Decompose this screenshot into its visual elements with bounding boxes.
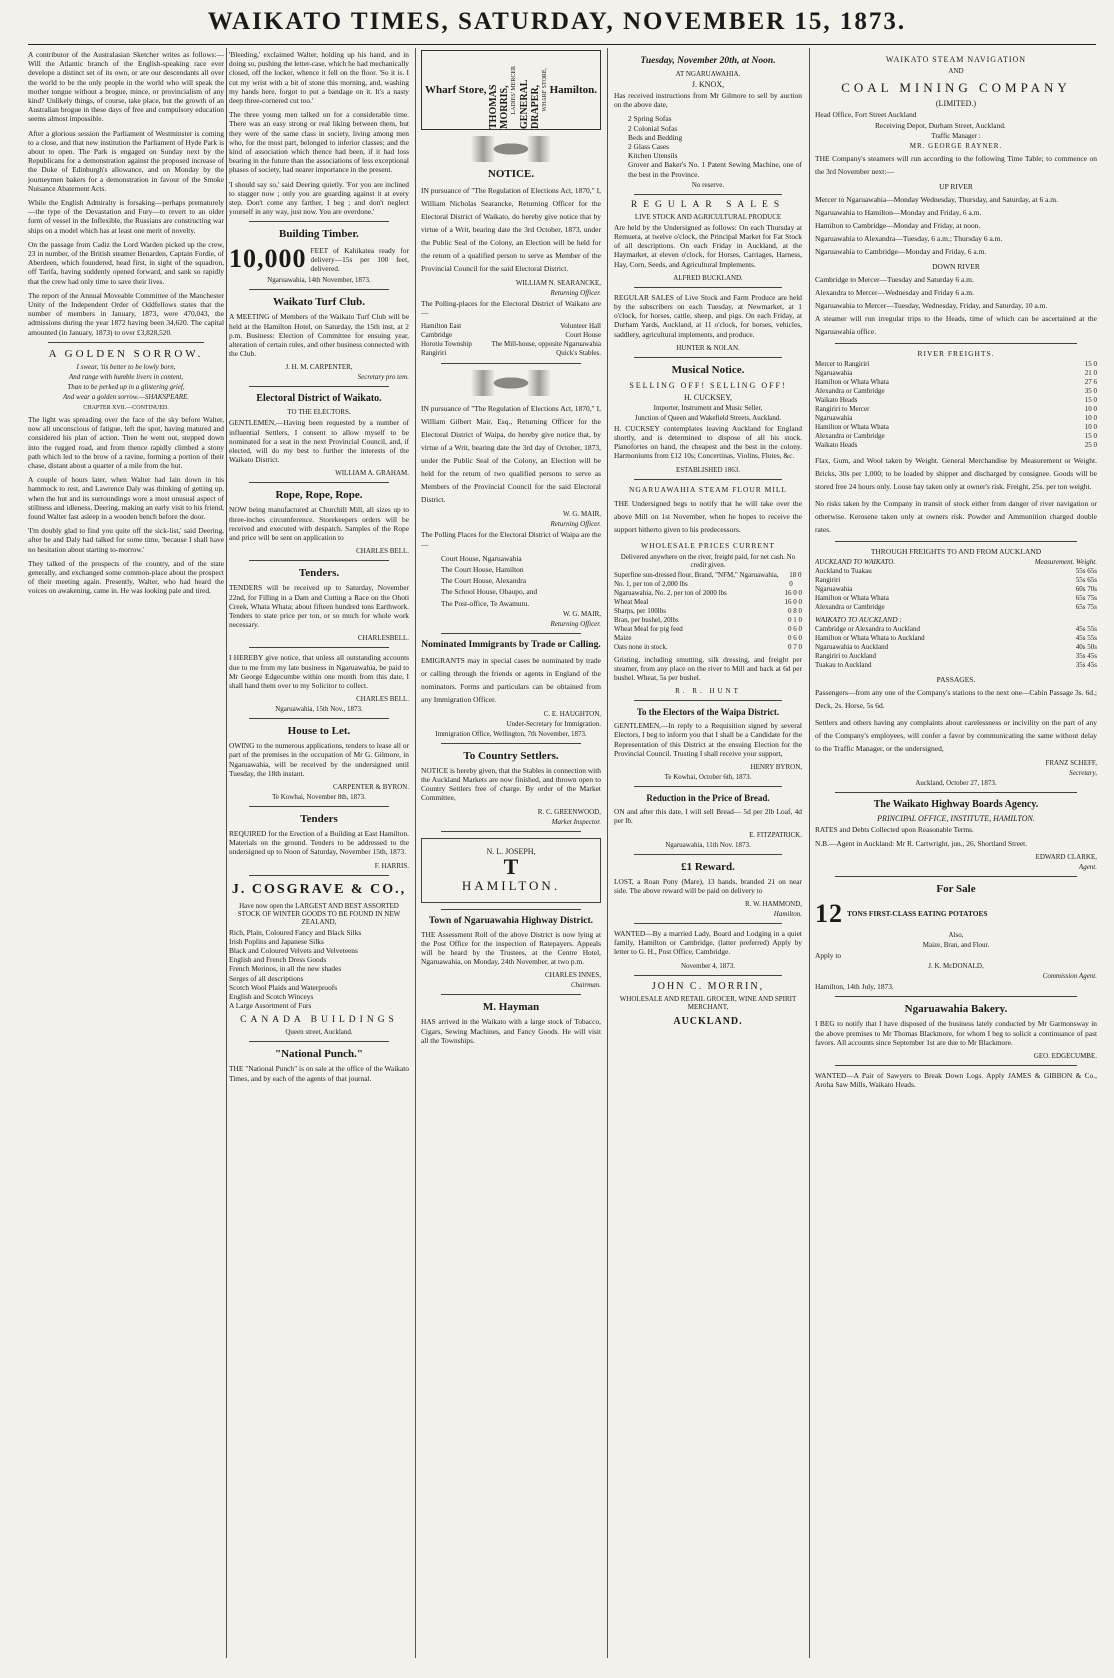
ad-signature: W. G. MAIR,	[562, 609, 601, 618]
ad-place: Junction of Queen and Wakefield Streets, Auckland.	[634, 413, 782, 422]
table-row: Wheat Meal for pig feed 0 6 0	[614, 624, 802, 633]
list-item: Beds and Bedding	[628, 132, 683, 142]
table-header: WAIKATO TO AUCKLAND :	[815, 615, 902, 625]
table-row: Horotiu Township The Mill-house, opposite Ngaruawahia	[421, 340, 601, 349]
list-item: 2 Colonial Sofas	[628, 123, 678, 133]
ad-text: GENTLEMEN,—Having been requested by a number of influential Settlers, I consent to allow myself to be nominated for a seat in the next Provincial Council, and, if elected, will do my best to further the interests of the Waikato District.	[229, 418, 409, 465]
ad-text: Maize, Bran, and Flour.	[922, 941, 990, 950]
list-item: The Court House, Alexandra	[441, 576, 526, 586]
ad-signature: Returning Officer.	[550, 520, 601, 529]
ad-title: Tenders.	[298, 567, 340, 580]
logo-text: HAMILTON.	[461, 877, 561, 893]
ad-signature: C. E. HAUGHTON,	[543, 709, 601, 718]
article-text: After a glorious session the Parliament of Westminster is coming to a close, and that new institution the Parliament of Hyde Park is about to open. The Park is engaged on Sunday next by the Republicans for a demonstration against the proposed increase of the Duke of Edinburgh's allowance, and on Monday by the journeymen bakers for a demonstration in favour of the Smoke Nuisance Abatement Acts.	[28, 128, 224, 193]
table-row: Wheat Meal 16 0 0	[614, 597, 802, 606]
column-5	[815, 50, 1097, 1658]
list-item: 2 Spring Sofas	[628, 114, 672, 124]
ad-subtitle: WHOLESALE PRICES CURRENT	[640, 540, 775, 550]
poem-line: And range with humble livers in content,	[68, 372, 184, 381]
ad-title: Musical Notice.	[671, 363, 745, 376]
ad-signature: J. KNOX,	[691, 80, 725, 89]
timetable-row: Ngaruawahia to Alexandra—Tuesday, 6 a.m.; Thursday 6 a.m.	[815, 234, 1003, 244]
ad-title: To the Electors of the Waipa District.	[636, 707, 780, 718]
ad-subtitle: SELLING OFF! SELLING OFF!	[629, 380, 787, 390]
ad-text: GENTLEMEN,—In reply to a Requisition signed by several Electors, I beg to inform you that I shall be a Candidate for the Representation of this District at the ensuing Election for the Provincial Council. Trusting I shall receive your support,	[614, 721, 802, 758]
article-text: A contributor of the Australasian Sketcher writes as follows:—Will the Atlantic branch of the English-speaking race ever develope a distinct set of its own, or are our descendants all over the world to be the only people in the world who will speak the mother tongue without a brogue, mince, or provincialism of any kind? Unlikely things, of course, take place, but the growth of an Australian brogue in these days of free and compulsory education seems almost impossible.	[28, 50, 224, 124]
ad-text: Also,	[948, 931, 964, 940]
column-divider	[809, 48, 810, 1658]
ad-signature: R. C. GREENWOOD,	[537, 807, 601, 816]
divider	[835, 1065, 1077, 1066]
table-row: Hamilton or Whata Whata 27 6	[815, 378, 1097, 387]
divider	[249, 386, 389, 387]
ad-text: IN pursuance of "The Regulation of Elections Act, 1870," I, William Nicholas Searancke, Returning Officer for the Electoral District of Waikato, do hereby give notice that by virtue of a Writ, bearing date the 3rd October, 1873, under the Public Seal of the Colony, an Election will be held for the return of a qualified person to serve as Member of the Provincial Council for the said Electoral District.	[421, 186, 601, 273]
ad-signature: Hamilton.	[773, 909, 802, 918]
poem-line: I swear, 'tis better to be lowly born,	[76, 362, 176, 371]
table-row: Waikato Heads 15 0	[815, 396, 1097, 405]
list-item: The Post-office, Te Awamutu.	[441, 598, 530, 608]
ad-title: The Waikato Highway Boards Agency.	[873, 798, 1039, 810]
list-item: Court House, Ngaruawahia	[441, 553, 522, 563]
table-row: Cambridge Court House	[421, 331, 601, 340]
divider	[249, 806, 389, 807]
divider	[249, 560, 389, 561]
table-row: Ngaruawahia 10 0	[815, 414, 1097, 423]
ad-signature: J. K. McDONALD,	[928, 962, 984, 971]
table-row: Bran, per bushel, 20lbs 0 1 0	[614, 615, 802, 624]
ad-title: Town of Ngaruawahia Highway District.	[428, 915, 594, 926]
list-item: 2 Glass Cases	[628, 142, 670, 152]
ad-signature: CARPENTER & BYRON.	[332, 782, 409, 791]
ad-text: THE Company's steamers will run according to the following Time Table; to commence on the 3rd November next:—	[815, 154, 1097, 177]
list-item: Black and Coloured Velvets and Velveteens	[229, 945, 358, 955]
divider	[634, 357, 782, 358]
ad-title: NOTICE.	[487, 168, 535, 180]
cosgrave-items	[229, 928, 409, 1011]
story-text: 'I should say so,' said Deering quietly. 'For you are inclined to stagger now ; only you are guarding against it at every step. Don't come any farther, I beg ; and don't neglect yourself in any way, just now. You are overdone.'	[229, 179, 409, 217]
ad-signature: FRANZ SCHEFF,	[1045, 758, 1097, 767]
table-row: Oats none in stock. 0 7 0	[614, 642, 802, 651]
divider	[441, 743, 581, 744]
ad-title: JOHN C. MORRIN,	[651, 980, 765, 992]
table-row: Rangiriri 55s 65s	[815, 576, 1097, 585]
section-title: THROUGH FREIGHTS TO AND FROM AUCKLAND	[870, 547, 1042, 557]
table-row: Alexandra or Cambridge 35 0	[815, 387, 1097, 396]
ad-text: FEET of Kahikatea ready for delivery—15s per 100 feet, delivered.	[310, 245, 409, 274]
ad-signature: MR. GEORGE RAYNER.	[909, 142, 1003, 151]
divider	[634, 479, 782, 480]
ad-text: WANTED—By a married Lady, Board and Lodging in a quiet family, Hamilton or Cambridge, (latter preferred) Apply by letter to G. H., Post Office, Cambridge.	[614, 928, 802, 957]
divider	[48, 342, 204, 343]
ad-date: Hamilton, 14th July, 1873.	[815, 982, 894, 992]
ad-date: Te Kowhai, November 8th, 1873.	[272, 792, 366, 801]
logo-text: LADIES' MERCER	[511, 65, 518, 115]
ad-text: REQUIRED for the Erection of a Building at East Hamilton. Materials on the ground. Tenders to be addressed to the undersigned up to Noon of Saturday, November 15th, 1873.	[229, 828, 409, 857]
divider	[249, 221, 389, 222]
ad-text: Passengers—from any one of the Company's stations to the next one—Cabin Passage 3s. 6d.; Deck, 2s. Horse, 5s 6d.	[815, 687, 1097, 710]
company-title: WAIKATO STEAM NAVIGATION	[885, 55, 1027, 64]
ad-title: Ngaruawahia Bakery.	[904, 1003, 1008, 1016]
ad-signature: Secretary pro tem.	[357, 373, 409, 382]
ad-signature: ALFRED BUCKLAND.	[673, 273, 743, 282]
ad-signature: Chairman.	[570, 981, 601, 990]
royal-arms-emblem	[471, 136, 551, 162]
ad-signature: Returning Officer.	[550, 289, 601, 297]
company-title: AND	[948, 67, 964, 75]
ad-date: Ngaruawahia, 14th November, 1873.	[267, 276, 371, 285]
table-row: Ngaruawahia to Auckland 40s 50s	[815, 642, 1097, 651]
ad-text: The Polling-places for the Electoral District of Waikato are—	[421, 299, 601, 318]
table-row: Ngaruawahia, No. 2, per ton of 2000 lbs 16 0 0	[614, 588, 802, 597]
joseph-logo	[421, 838, 601, 903]
table-header: AUCKLAND TO WAIKATO. Measurement. Weight.	[815, 558, 1097, 567]
ad-text: A MEETING of Members of the Waikato Turf Club will be held at the Hamilton Hotel, on Saturday, the 15th inst, at 2 p.m. Business: Election of Committee for ensuing year, alteration of certain rules, and other business connected with the Club.	[229, 312, 409, 359]
column-2	[229, 50, 409, 1658]
column-divider	[607, 48, 608, 1658]
ad-subtitle: AT NGARUAWAHIA.	[675, 70, 741, 78]
ad-date: Auckland, October 27, 1873.	[915, 778, 997, 787]
timetable-row: Alexandra to Mercer—Wednesday and Friday 6 a.m.	[815, 288, 974, 298]
divider	[835, 792, 1077, 793]
divider	[249, 875, 389, 876]
ad-title: To Country Settlers.	[463, 749, 559, 762]
story-text: 'I'm doubly glad to find you quite off the sick-list,' said Deering, after he and Daly had talked for some time, 'because I shall have no hesitation about starting to-morrow.'	[28, 526, 224, 554]
ad-signature: R. W. HAMMOND,	[745, 899, 802, 908]
ad-subtitle: Importer, Instrument and Music Seller,	[653, 403, 763, 412]
ad-signature: WILLIAM N. SEARANCKE,	[515, 279, 601, 287]
timetable-row: Ngaruawahia to Cambridge—Monday and Friday, 6 a.m.	[815, 247, 987, 257]
logo-text: WHARF STORE,	[542, 68, 549, 112]
logo-text: Hamilton.	[549, 84, 597, 96]
ad-text: WANTED—A Pair of Sawyers to Break Down Logs. Apply JAMES & GIBBON & Co., Aroha Saw Mills, Waikato Heads.	[815, 1071, 1097, 1090]
ad-text: Receiving Depot, Durham Street, Auckland.	[875, 121, 1006, 131]
ad-note: ESTABLISHED 1863.	[676, 465, 740, 474]
divider	[441, 994, 581, 995]
ad-title: J. COSGRAVE & CO.,	[231, 881, 407, 897]
logo-text: N. L. JOSEPH,	[486, 846, 536, 856]
ad-title: Tuesday, November 20th, at Noon.	[640, 56, 776, 66]
divider	[249, 718, 389, 719]
ad-place: Immigration Office, Wellington, 7th November, 1873.	[435, 729, 587, 738]
divider	[249, 1041, 389, 1042]
ad-text: I HEREBY give notice, that unless all outstanding accounts due to me from my late business in Ngaruawahia, be paid to Mr George Edgecumbe within one month from this date, I shall hand them over to my Solicitor to collect.	[229, 653, 409, 690]
ad-text: I BEG to notify that I have disposed of the business lately conducted by Mr Garmonsway in the above premises to Mr Thomas Blackmore, for whom I beg to solicit a continuance of past favors. All accounts since September 1st are due to Mr Blackmore.	[815, 1019, 1097, 1047]
logo-text: GENERAL DRAPER,	[518, 80, 541, 129]
column-1	[28, 50, 224, 1658]
ad-note: No reserve.	[691, 180, 725, 189]
ad-signature: GEO. EDGECUMBE.	[1033, 1052, 1097, 1061]
table-row: Auckland to Tuakau 55s 65s	[815, 567, 1097, 576]
timetable-row: Cambridge to Mercer—Tuesday and Saturday 6 a.m.	[815, 275, 974, 285]
ad-title: REGULAR SALES	[630, 199, 786, 210]
ad-date: November 4, 1873.	[680, 961, 736, 970]
ad-signature: J. H. M. CARPENTER,	[285, 363, 353, 372]
divider	[441, 909, 581, 910]
ad-title: Electoral District of Waikato.	[256, 393, 382, 405]
ad-text: NOTICE is hereby given, that the Stables in connection with the Auckland Markets are now finished, and thrown open to Country Settlers free of charge. By order of the Market Committee,	[421, 765, 601, 803]
logo-letter-t: T	[503, 853, 519, 879]
ad-title: Rope, Rope, Rope.	[275, 489, 363, 502]
ad-text: A steamer will run irregular trips to the Heads, time of which can be ascertained at the Ngaruawahia office.	[815, 314, 1097, 337]
ad-text: No risks taken by the Company in transit of stock either from danger of river navigation or otherwise. Kerosene taken only at owners risk. Powder and Ammunition charged double rates.	[815, 499, 1097, 535]
table-row: Alexandra or Cambridge 15 0	[815, 432, 1097, 441]
divider	[835, 996, 1077, 997]
ad-signature: R. R. HUNT	[675, 687, 741, 696]
table-row: Ngaruawahia 21 0	[815, 369, 1097, 378]
ad-text: REGULAR SALES of Live Stock and Farm Produce are held by the subscribers on each Tuesday, at Newmarket, at 1 o'clock, for horses, cattle, sheep, and pigs. On each Friday, at Durham Yards, Auckland, at 11 o'clock, for horses, vehicles, saddlery, agricultural implements, and produce.	[614, 292, 802, 339]
list-item: Scotch Wool Plaids and Waterproofs	[229, 982, 338, 992]
table-row: Superfine sun-dressed flour, Brand, "NFM," Ngaruawahia, No. 1, per ton of 2,000 lbs 18 0 0	[614, 570, 802, 588]
timetable-row: Ngaruawahia to Hamilton—Monday and Friday, 6 a.m.	[815, 208, 982, 218]
divider	[249, 289, 389, 290]
timetable-row: Hamilton to Cambridge—Monday and Friday, at noon.	[815, 221, 981, 231]
ad-text: N.B.—Agent in Auckland: Mr R. Cartwright, jun., 26, Shortland Street.	[815, 838, 1028, 848]
divider	[634, 287, 782, 288]
ad-text: ON and after this date, I will sell Bread— 5d per 2lb Loaf, 4d per lb.	[614, 807, 802, 826]
ad-subtitle: Have now open the LARGEST AND BEST ASSORTED STOCK OF WINTER GOODS TO BE FOUND IN NEW ZEALAND,	[237, 901, 401, 926]
section-title: RIVER FREIGHTS.	[917, 349, 995, 359]
ad-text: H. CUCKSEY contemplates leaving Auckland for England shortly, and is determined to dispose of all his stock. Pianofortes on hand, the cheapest and the best in the colony. Harmoniums from £12 10s; Concertinas, Violins, Flutes, &c.	[614, 423, 802, 461]
ad-signature: CHARLES BELL.	[356, 547, 409, 556]
column-4	[614, 50, 802, 1658]
section-title: UP RIVER	[939, 182, 973, 192]
ad-text: The Polling Places for the Electoral District of Waipa are the—	[421, 530, 601, 549]
article-text: The report of the Annual Moveable Committee of the Manchester Unity of the Independent Order of Oddfellows states that the number of members in January, 1873, were 470,043, the admissions during the year 1872 having been 34,620. The capital amounted (in January, 1873) to over £3,828,520.	[28, 290, 224, 337]
poem-line: And wear a golden sorrow.—SHAKSPEARE.	[63, 392, 189, 401]
masthead-rule	[28, 44, 1096, 45]
divider	[835, 541, 1077, 542]
ad-date: Te Kowhai, October 6th, 1873.	[664, 773, 752, 782]
list-item: Rich, Plain, Coloured Fancy and Black Silks	[229, 927, 362, 937]
column-3	[421, 50, 601, 1658]
ad-title: Tenders	[300, 812, 338, 825]
ad-subtitle: LIVE STOCK AND AGRICULTURAL PRODUCE	[634, 212, 782, 221]
ad-note: Delivered anywhere on the river, freight paid, for net cash. No credit given.	[620, 552, 796, 569]
article-text: While the English Admiralty is forsaking—perhaps prematurely—the type of the Devastation and Fury—to revert to an older form of vessel in the Inflexible, the Russians are constructing war ships on a model which has at least one merit of novelty.	[28, 198, 224, 235]
divider	[249, 482, 389, 483]
ad-signature: Commission Agent.	[1042, 972, 1097, 981]
ad-text: Head Office, Fort Street Auckland	[815, 110, 917, 119]
ad-signature: F. HARRIS.	[374, 861, 409, 870]
article-text: On the passage from Cadiz the Lord Warden picked up the crew, 23 in number, of the British steamer Benarden, Captain Fordie, of Aberdeen, which foundered, head first, in sight of the squadron, off Tarifa, having suddenly opened forward, and sank so rapidly that the crew had only time to save their lives.	[28, 239, 224, 286]
story-text: They talked of the prospects of the country, and of the state generally, and exchanged some common-place about the prospect of their meeting again. Presently, Walter, who had heard the voices on awakening, came in. He was looking pale and tired.	[28, 558, 224, 596]
ad-text: TENDERS will be received up to Saturday, November 22nd, for Filling in a Dam and Cutting a Race on the Ohoti Creek, Whata Whata; about fifteen hundred tons Earthwork. Tenders to state price per ton, or so much for whole work necessary.	[229, 583, 409, 630]
list-item: Irish Poplins and Japanese Silks	[229, 936, 324, 946]
divider	[634, 975, 782, 976]
timetable-row: Ngaruawahia to Mercer—Tuesday, Wednesday, Friday, and Saturday, 10 a.m.	[815, 301, 1048, 311]
poem-line: Than to be perked up in a glistering grief,	[67, 382, 185, 391]
ad-title: House to Let.	[287, 725, 351, 738]
divider	[441, 633, 581, 634]
list-item: The Court House, Hamilton	[441, 565, 524, 575]
ad-date: Ngaruawahia, 15th Nov., 1873.	[275, 705, 363, 714]
ad-text: RATES and Debts Collected upon Reasonable Terms.	[815, 824, 974, 834]
table-row: Sharps, per 100lbs 0 8 0	[614, 606, 802, 615]
ad-signature: E. FITZPATRICK.	[749, 830, 802, 839]
ad-signature: HENRY BYRON,	[750, 763, 802, 772]
ad-text: IN pursuance of "The Regulation of Elections Act, 1870," I, William Gilbert Mair, Esq., Returning Officer for the Electoral District of Waipa, do hereby give notice that, by virtue of a Writ, bearing date the 3rd day of October, 1873, under the Public Seal of the Colony, an Election will be held for the return of two qualified persons to serve as Members of the Provincial Council for the said Electoral District.	[421, 404, 601, 505]
table-row: Rangiriri Quick's Stables.	[421, 349, 601, 358]
ad-title: Nominated Immigrants by Trade or Calling.	[421, 639, 601, 650]
story-text: A couple of hours later, when Walter had lain down in his hammock to rest, and Lawrence Daly was thinking of getting up, when the hut and its surroundings wore a most unusual aspect of stillness and idleness, Deering, making an early visit to his friend, found Walter fast asleep in a wooden bench before the door.	[28, 475, 224, 521]
morris-logo	[421, 50, 601, 130]
ad-title: "National Punch."	[274, 1048, 363, 1061]
ad-signature: W. G. MAIR,	[562, 510, 601, 519]
ad-text: HAS arrived in the Waikato with a large stock of Tobacco, Cigars, Sewing Machines, and Fancy Goods. He will visit all the Townships.	[421, 1017, 601, 1045]
divider	[634, 923, 782, 924]
table-row: Rangiriri to Mercer 10 0	[815, 405, 1097, 414]
table-row: Maize 0 6 0	[614, 633, 802, 642]
divider	[634, 854, 782, 855]
ad-text: TONS FIRST-CLASS EATING POTATOES	[847, 909, 988, 919]
ad-signature: Agent.	[1078, 863, 1097, 872]
ad-signature: CHARLES BELL.	[356, 695, 409, 704]
ad-signature: EDWARD CLARKE,	[1035, 853, 1097, 862]
ad-title: Waikato Turf Club.	[272, 296, 365, 309]
ad-date: Ngaruawahia, 11th Nov. 1873.	[665, 840, 751, 849]
ad-text: LOST, a Roan Pony (Mare), 13 hands, branded 21 on near side. The above reward will be paid on delivery to	[614, 876, 802, 895]
table-row: Rangiriri to Auckland 35s 45s	[815, 651, 1097, 660]
masthead	[0, 0, 1114, 44]
ad-text: Are held by the Undersigned as follows: On each Thursday at Remuera, at twelve o'clock, the Principal Market for Fat Stock of all descriptions. On each Friday in Auckland, at the Haymarket, at eleven o'clock, for Horses, Carriages, Harness, Hay, Corn, Seeds, and Agricultural Implements.	[614, 222, 802, 269]
story-text: The three young men talked on for a considerable time. There was an easy strong or real liking between them, but they were of the same class in society, living among men who, for the most part, belonged to inferior classes; and the kind of association which thence had been, if it had loss bearing in the future than the associations of less exceptional phases of society, had nearer importance in the present.	[229, 110, 409, 175]
ad-title: Building Timber.	[279, 228, 359, 241]
ad-title: £1 Reward.	[681, 860, 735, 873]
ad-text: NOW being manufactured at Churchill Mill, all sizes up to three-inches circumference. Storekeepers orders will be received and executed with despatch. Samples of the Rope and price will be sent on application to	[229, 505, 409, 543]
list-item: English and French Dress Goods	[229, 955, 327, 965]
column-divider	[415, 48, 416, 1658]
logo-text: THOMAS MORRIS,	[487, 84, 510, 129]
ad-footer: CANADA BUILDINGS	[240, 1015, 398, 1026]
ad-text: Traffic Manager :	[931, 132, 981, 141]
table-row: Hamilton or Whata Whata 10 0	[815, 423, 1097, 432]
table-row: Cambridge or Alexandra to Auckland 45s 55s	[815, 624, 1097, 633]
list-item: Serges of all descriptions	[229, 973, 304, 983]
newspaper-title: WAIKATO TIMES, SATURDAY, NOVEMBER 15, 1873.	[207, 8, 907, 35]
divider	[634, 786, 782, 787]
ad-signature: Returning Officer.	[550, 619, 601, 628]
ad-place: AUCKLAND.	[673, 1015, 743, 1027]
list-item: Grover and Baker's No. 1 Patent Sewing Machine, one of the best in the Province.	[628, 160, 802, 179]
ad-signature: H. CUCKSEY,	[683, 392, 733, 402]
ad-signature: Secretary,	[1069, 768, 1097, 777]
ad-text: THE "National Punch" is on sale at the office of the Waikato Times, and by each of the agents of that journal.	[229, 1064, 409, 1083]
ad-title: Reduction in the Price of Bread.	[646, 793, 770, 804]
table-row: Hamilton or Whata Whata 65s 75s	[815, 594, 1097, 603]
sale-quantity: 12	[815, 899, 843, 929]
divider	[835, 876, 1077, 877]
company-title: COAL MINING COMPANY	[841, 80, 1071, 95]
company-subtitle: (LIMITED.)	[935, 99, 977, 108]
ad-text: Gristing, including smutting, silk dressing, and freight per steamer, from any place on the river to Mill and back at 6d per bushel. Wheat, 5s per bushel.	[614, 654, 802, 683]
column-divider	[226, 48, 227, 1658]
ad-text: Flax, Gum, and Wool taken by Weight. General Merchandise by Measurement or Weight. Bricks, 30s per 1,000; to be loaded by shipper and discharged by consignee. Goods will be stored free 24 hours only. Loose hay taken only at owner's risk. Freight, 25s. per ton weight.	[815, 456, 1097, 492]
table-row: Hamilton East Volunteer Hall	[421, 322, 601, 331]
section-title: PASSAGES.	[936, 674, 976, 684]
ad-text: EMIGRANTS may in special cases be nominated by trade or calling through the friends or agents in England of the nominators. Forms and particulars can be obtained from any Immigration Officer.	[421, 655, 601, 704]
ad-subtitle: TO THE ELECTORS.	[287, 408, 351, 417]
list-item: English and Scotch Winceys	[229, 991, 314, 1001]
story-title: A GOLDEN SORROW.	[48, 347, 204, 360]
ad-title: NGARUAWAHIA STEAM FLOUR MILL	[628, 484, 788, 494]
ad-text: THE Undersigned begs to notify that he will take over the above Mill on 1st November, when he hopes to receive the support hitherto given to his predecessors.	[614, 498, 802, 534]
royal-arms-emblem	[471, 370, 551, 396]
ad-subtitle: WHOLESALE AND RETAIL GROCER, WINE AND SPIRIT MERCHANT,	[619, 994, 797, 1011]
timetable-row: Mercer to Ngaruawahia—Monday Wednesday, Thursday, and Saturday, at 6 a.m.	[815, 195, 1059, 205]
ad-signature: WILLIAM A. GRAHAM.	[335, 469, 409, 478]
story-text: 'Bleeding,' exclaimed Walter, holding up his hand, and in doing so, pushing the letter-case, which he had mechanically closed, off the locker, whence it fell on the floor. 'So it is. I cut my wrist with a bit of stone this morning, and, washing my hands here, forgot to put a bandage on it. It's a nasty deep three-cornered cut too.'	[229, 50, 409, 106]
table-row: Tuakau to Auckland 35s 45s	[815, 660, 1097, 669]
table-row: Hamilton or Whata Whata to Auckland 45s 55s	[815, 633, 1097, 642]
ad-text: OWING to the numerous applications, tenders to lease all or part of the premises in the occupation of Mr G. Gilmore, in Ngaruawahia, will be received by the undersigned until Tuesday, the 18th instant.	[229, 741, 409, 778]
ad-place: Queen street, Auckland.	[285, 1028, 353, 1037]
ad-text: Has received instructions from Mr Gilmore to sell by auction on the above date,	[614, 91, 802, 110]
ad-subtitle: PRINCIPAL OFFICE, INSTITUTE, HAMILTON.	[877, 813, 1035, 823]
ad-text: Apply to	[815, 951, 842, 961]
ad-signature: Under-Secretary for Immigration.	[506, 719, 601, 728]
table-row: Mercer to Rangiriri 15 0	[815, 360, 1097, 369]
logo-text: Wharf Store,	[425, 84, 487, 96]
ad-text: Settlers and others having any complaints about carelessness or incivility on the part of any of the Company's employees, will confer a favor by communicating the same without delay to the Traffic Manager, or the undersigned,	[815, 717, 1097, 753]
ad-signature: CHARLESBELL.	[357, 634, 409, 643]
chapter-heading: CHAPTER XVII.—CONTINUED.	[83, 404, 169, 411]
list-item: Kitchen Utensils	[628, 151, 678, 161]
divider	[441, 363, 581, 364]
ad-signature: CHARLES INNES,	[544, 971, 601, 980]
ad-title: M. Hayman	[482, 1001, 540, 1014]
table-row: Alexandra or Cambridge 65s 75s	[815, 603, 1097, 612]
list-item: The School House, Ohaupo, and	[441, 587, 538, 597]
divider	[835, 343, 1077, 344]
ad-signature: HUNTER & NOLAN.	[676, 343, 740, 352]
story-text: The light was spreading over the face of the sky before Walter, now all unconscious of fatigue, left the spot, having matured and considered his plan of action. Then he went out, stepped down into the rugged road, and from thence rapidly climbed a stony path which led to the brow of a ravine, forming a portion of their chase, distant about a quarter of a mile from the hut.	[28, 414, 224, 470]
section-title: DOWN RIVER	[932, 262, 980, 272]
divider	[249, 647, 389, 648]
list-item: French Merinos, in all the new shades	[229, 964, 342, 974]
ad-text: THE Assessment Roll of the above District is now lying at the Post Office for the inspection of Ratepayers. Appeals will be heard by the Trustees, at the Centre Hotel, Ngaruawahia, on Monday, 24th November, at two p.m.	[421, 929, 601, 967]
divider	[441, 831, 581, 832]
timber-quantity: 10,000	[229, 244, 307, 274]
table-row: Waikato Heads 25 0	[815, 441, 1097, 450]
list-item: A Large Assortment of Furs	[229, 1001, 312, 1011]
ad-title: For Sale	[936, 883, 976, 896]
ad-signature: Market Inspector.	[551, 817, 601, 826]
table-row: Ngaruawahia 60s 70s	[815, 585, 1097, 594]
divider	[634, 194, 782, 195]
divider	[634, 700, 782, 701]
